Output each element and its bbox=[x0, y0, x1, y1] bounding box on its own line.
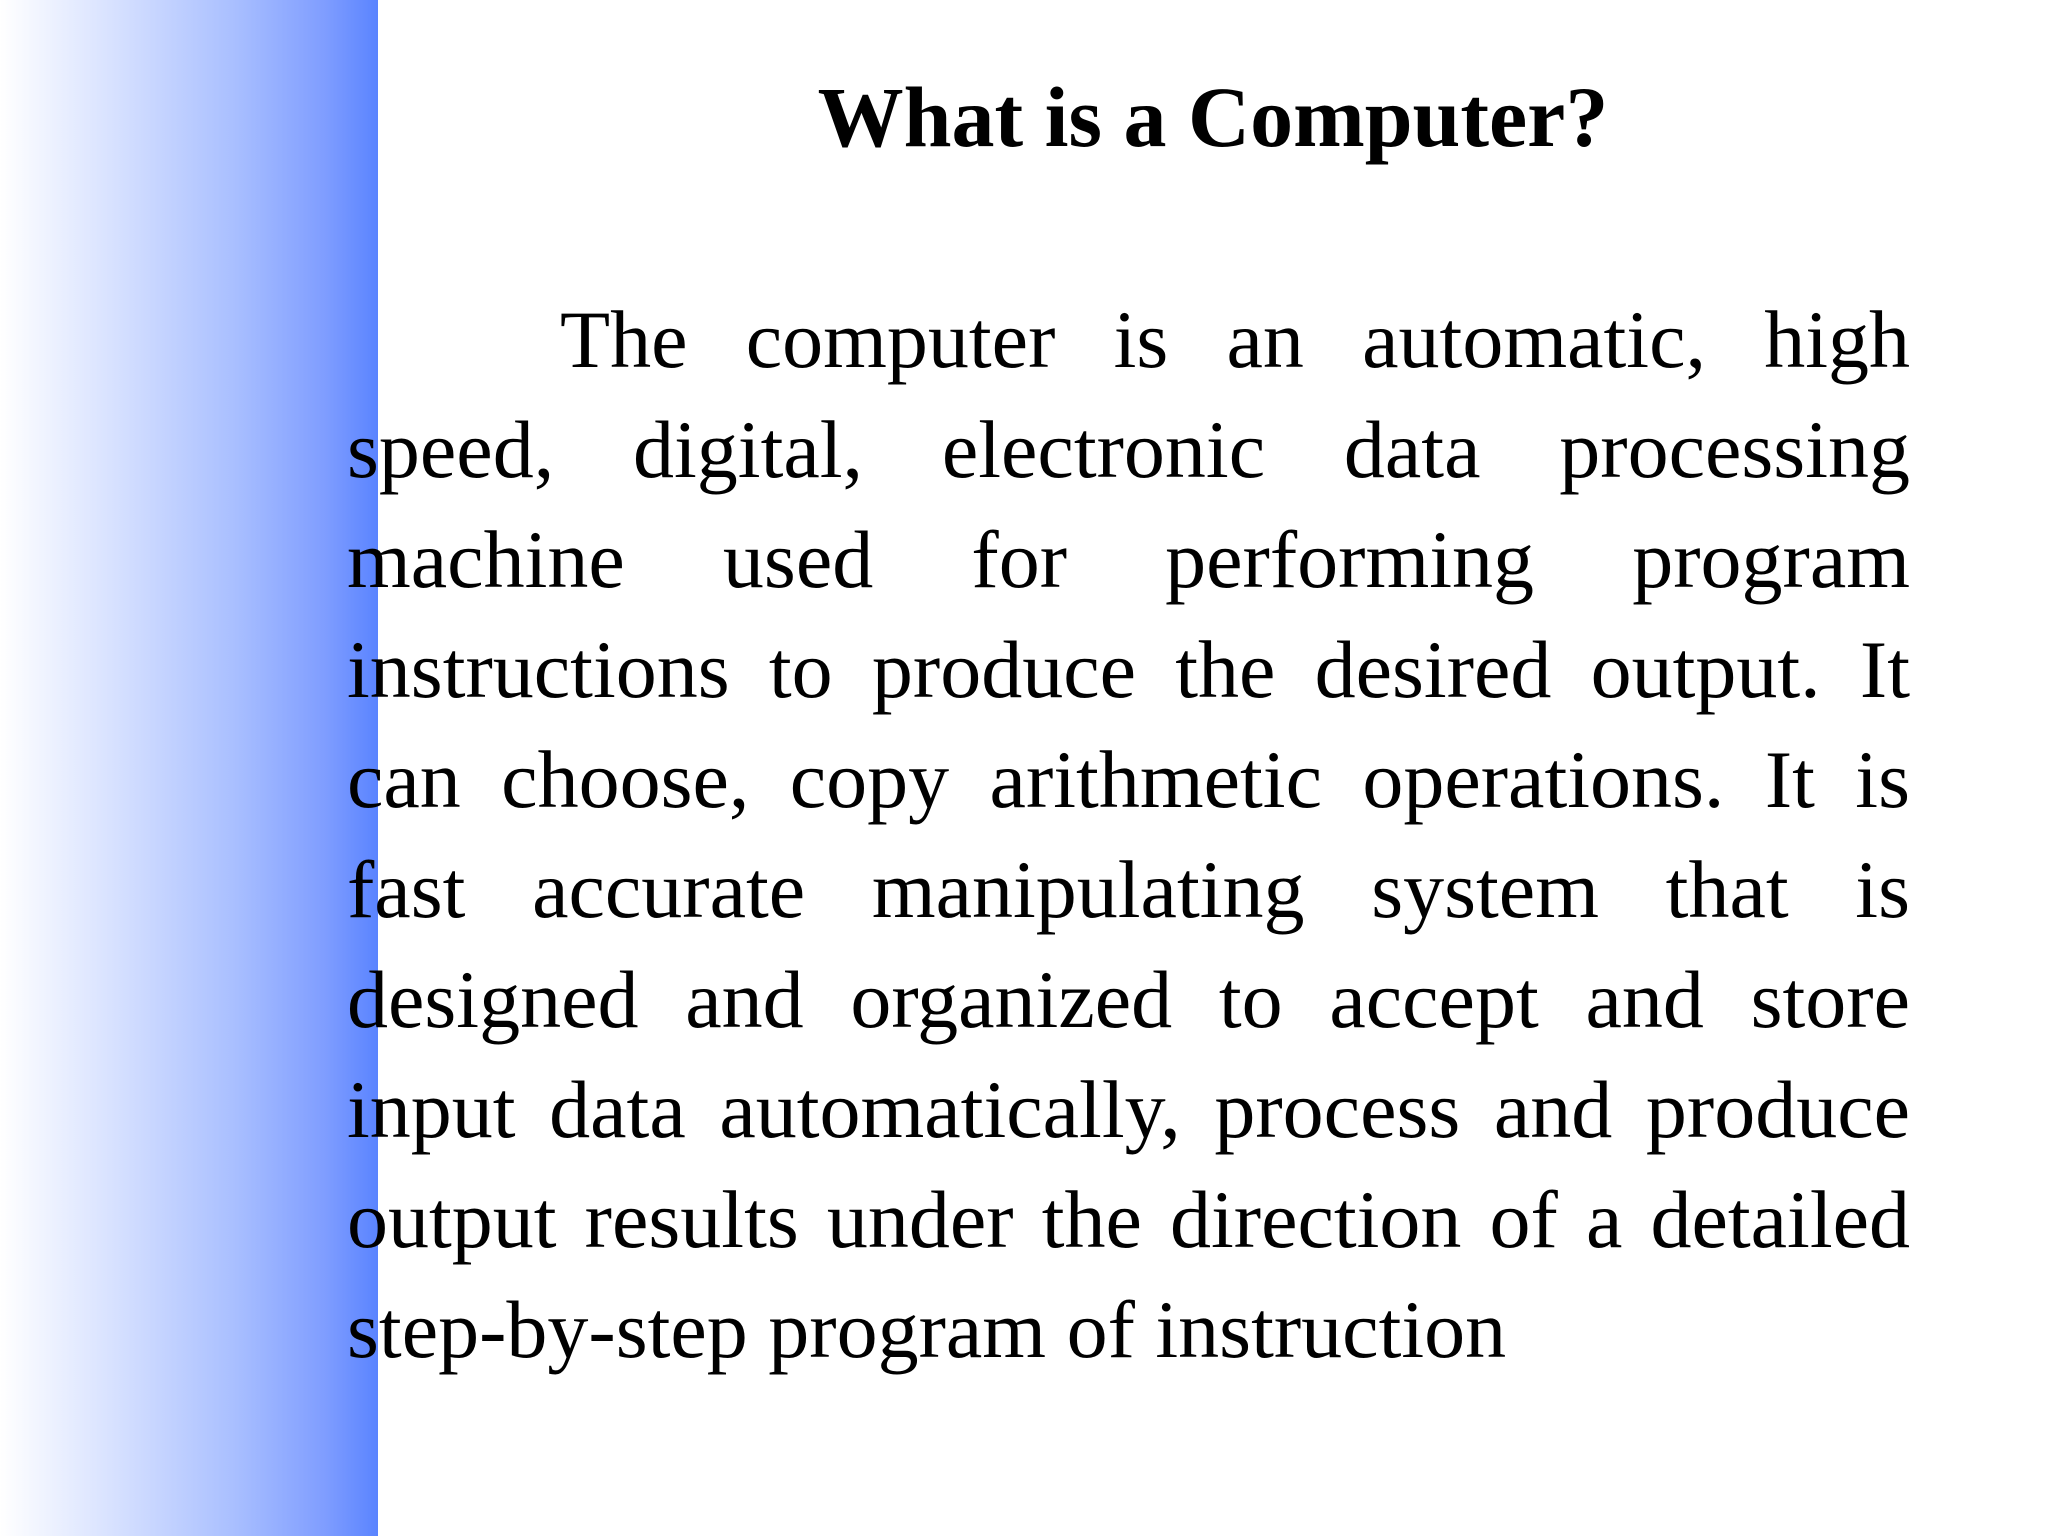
side-gradient-bar bbox=[0, 0, 378, 1536]
slide-title: What is a Computer? bbox=[817, 69, 1609, 165]
slide-body-text: The computer is an automatic, high speed, digital, electronic data processing machine used for performing program instructions to produce the desired output. It can choose, copy arithmetic operations. It is fast accurate manipulating system that is designed and organized to accept and store input data automatically, process and produce output results under the direction of a detailed step-by-step program of instruction bbox=[347, 294, 1910, 1375]
